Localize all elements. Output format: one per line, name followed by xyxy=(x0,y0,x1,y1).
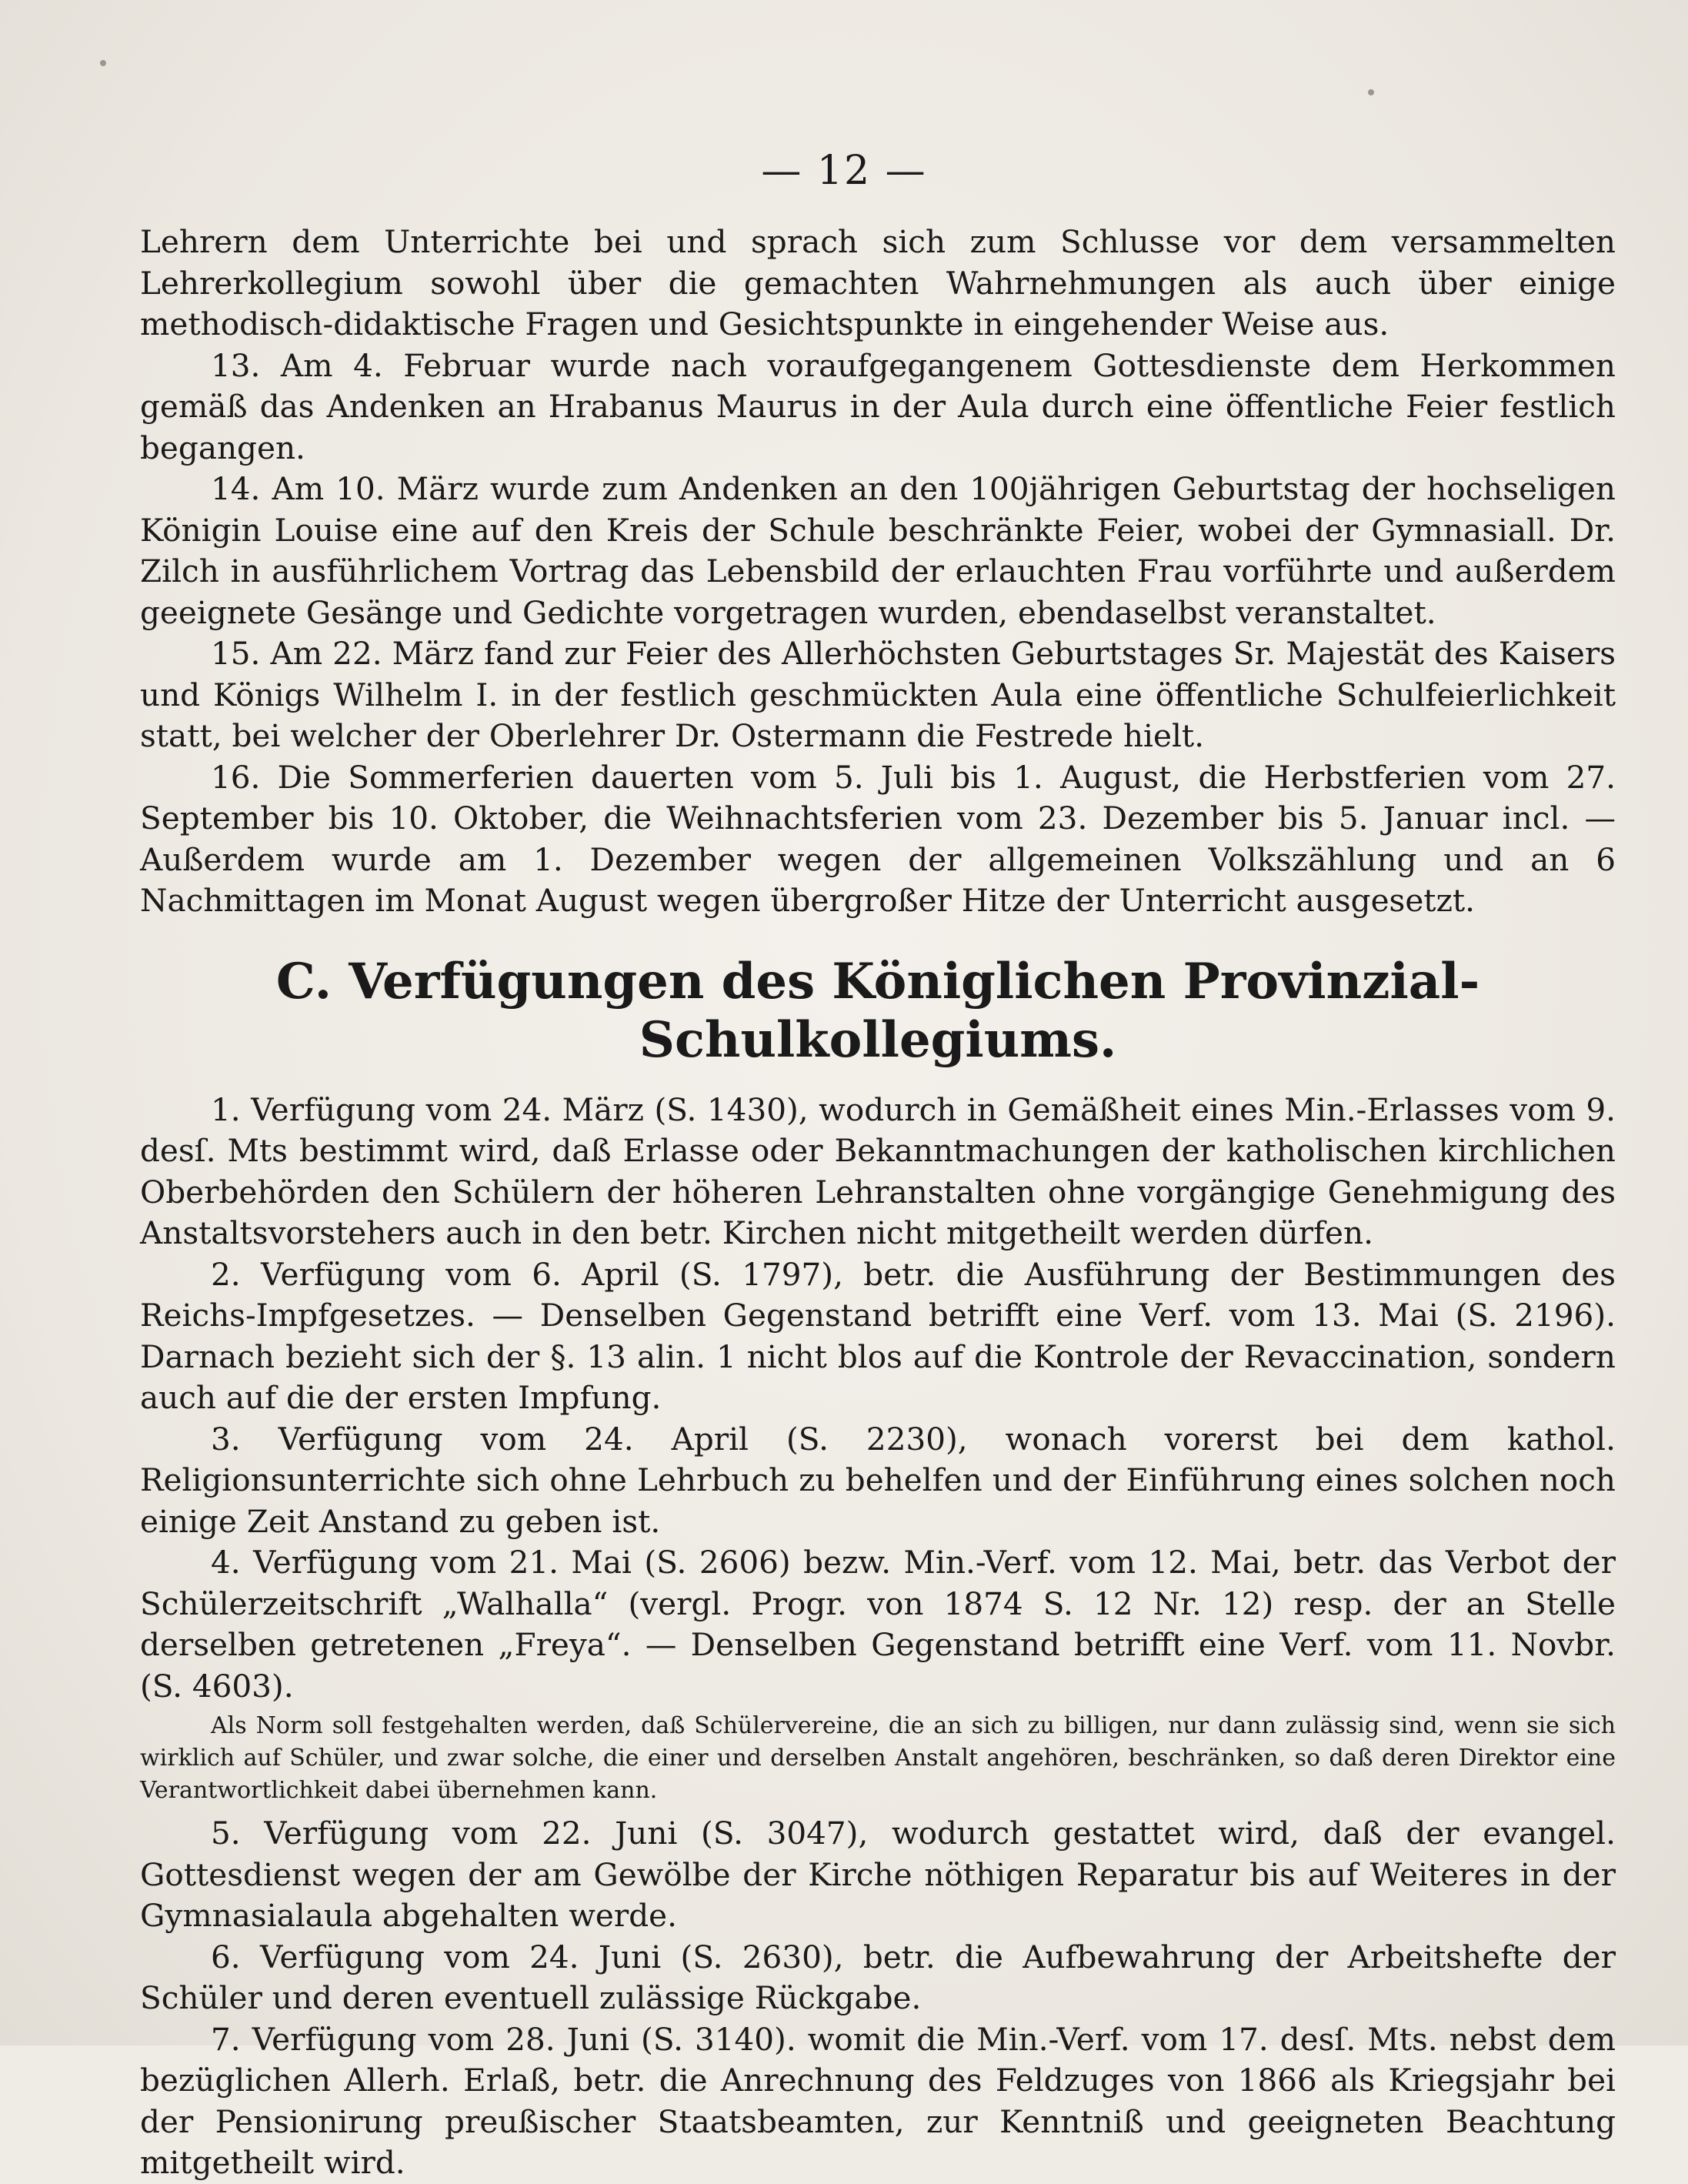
paragraph-continuation: Lehrern dem Unterrichte bei und sprach sich zum Schlusse vor dem versammelten Lehrerkollegium sowohl über die gemachten Wahrnehmungen als auch über einige methodisch-didaktische Fragen und Gesichtspunkte in eingehender Weise aus. xyxy=(140,223,1616,342)
decree-item-3: 3. Verfügung vom 24. April (S. 2230), wonach vorerst bei dem kathol. Religionsunterrichte sich ohne Lehrbuch zu behelfen und der Einführung eines solchen noch einige Zeit Anstand zu geben ist. xyxy=(140,1420,1616,1540)
paragraph-item-15: 15. Am 22. März fand zur Feier des Allerhöchsten Geburtstages Sr. Majestät des Kaisers und Königs Wilhelm I. in der festlich geschmückten Aula eine öffentliche Schulfeierlichkeit statt, bei welcher der Oberlehrer Dr. Ostermann die Festrede hielt. xyxy=(140,635,1616,754)
decree-item-1: 1. Verfügung vom 24. März (S. 1430), wodurch in Gemäßheit eines Min.-Erlasses vom 9. desſ. Mts bestimmt wird, daß Erlasse oder Bekanntmachungen der katholischen kirchlichen Oberbehörden den Schülern der höheren Lehranstalten ohne vorgängige Genehmigung des Anstaltsvorstehers auch in den betr. Kirchen nicht mitgetheilt werden dürfen. xyxy=(140,1090,1616,1251)
decree-item-6: 6. Verfügung vom 24. Juni (S. 2630), betr. die Aufbewahrung der Arbeitshefte der Schüler und deren eventuell zulässige Rückgabe. xyxy=(140,1938,1616,2016)
decree-item-2: 2. Verfügung vom 6. April (S. 1797), betr. die Ausführung der Bestimmungen des Reichs-Impfgesetzes. — Denselben Gegenstand betrifft eine Verf. vom 13. Mai (S. 2196). Darnach bezieht sich der §. 13 alin. 1 nicht blos auf die Kontrole der Revaccination, sondern auch auf die der ersten Impfung. xyxy=(140,1255,1616,1416)
paragraph-item-14: 14. Am 10. März wurde zum Andenken an den 100jährigen Geburtstag der hochseligen Königin Louise eine auf den Kreis der Schule beschränkte Feier, wobei der Gymnasiall. Dr. Zilch in ausführlichem Vortrag das Lebensbild der erlauchten Frau vorführte und außerdem geeignete Gesänge und Gedichte vorgetragen wurden, ebendaselbst veranstaltet. xyxy=(140,470,1616,631)
paragraph-item-16: 16. Die Sommerferien dauerten vom 5. Juli bis 1. August, die Herbstferien vom 27. September bis 10. Oktober, die Weihnachtsferien vom 23. Dezember bis 5. Januar incl. — Außerdem wurde am 1. Dezember wegen der allgemeinen Volkszählung und an 6 Nachmittagen im Monat August wegen übergroßer Hitze der Unterricht ausgesetzt. xyxy=(140,758,1616,919)
page-body xyxy=(140,222,1616,2184)
decree-item-5: 5. Verfügung vom 22. Juni (S. 3047), wodurch gestattet wird, daß der evangel. Gottesdienst wegen der am Gewölbe der Kirche nöthigen Reparatur bis auf Weiteres in der Gymnasialaula abgehalten werde. xyxy=(140,1815,1616,1934)
ink-speck xyxy=(1368,89,1374,95)
decree-note: Als Norm soll festgehalten werden, daß Schülervereine, die an sich zu billigen, nur dann zulässig sind, wenn sie sich wirklich auf Schüler, und zwar solche, die einer und derselben Anstalt angehören, beschränken, so daß deren Direktor eine Verantwortlichkeit dabei übernehmen kann. xyxy=(140,1712,1616,1804)
decree-item-4: 4. Verfügung vom 21. Mai (S. 2606) bezw. Min.-Verf. vom 12. Mai, betr. das Verbot der Schülerzeitschrift „Walhalla“ (vergl. Progr. von 1874 S. 12 Nr. 12) resp. der an Stelle derselben getretenen „Freya“. — Denselben Gegenstand betrifft eine Verf. vom 11. Novbr. (S. 4603). xyxy=(140,1544,1616,1705)
ink-speck xyxy=(100,60,106,66)
page-number: — 12 — xyxy=(761,148,927,194)
decree-item-7: 7. Verfügung vom 28. Juni (S. 3140). womit die Min.-Verf. vom 17. desſ. Mts. nebst dem bezüglichen Allerh. Erlaß, betr. die Anrechnung des Feldzuges von 1866 als Kriegsjahr bei der Pensionirung preußischer Staatsbeamten, zur Kenntniß und geeigneten Beachtung mitgetheilt wird. xyxy=(140,2020,1616,2181)
section-heading: C. Verfügungen des Königlichen Provinzial-Schulkollegiums. xyxy=(275,952,1480,1069)
paragraph-item-13: 13. Am 4. Februar wurde nach voraufgegangenem Gottesdienste dem Herkommen gemäß das Andenken an Hrabanus Maurus in der Aula durch eine öffentliche Feier festlich begangen. xyxy=(140,346,1616,466)
